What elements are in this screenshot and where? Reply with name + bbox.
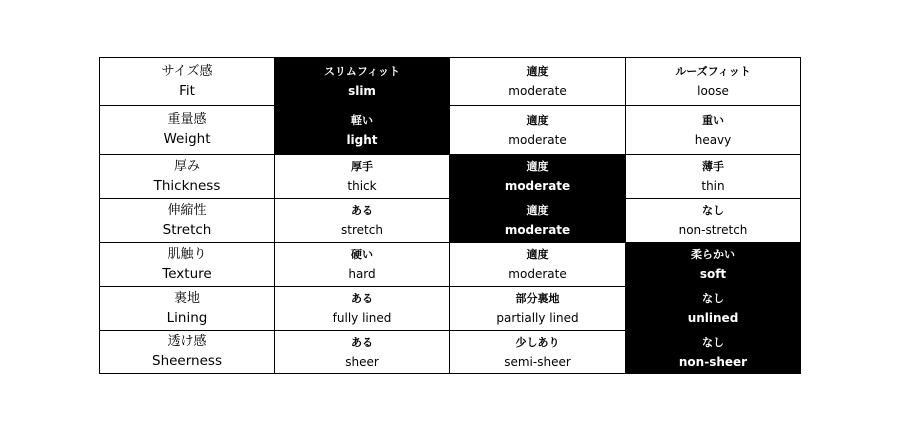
option-jp: ルーズフィット bbox=[675, 65, 751, 78]
row-label-en: Texture bbox=[162, 265, 212, 282]
option-en: semi-sheer bbox=[504, 354, 571, 369]
option-cell bbox=[450, 287, 626, 331]
option-en: loose bbox=[697, 84, 729, 98]
option-en: partially lined bbox=[496, 311, 579, 325]
row-label-jp: 肌触り bbox=[167, 246, 207, 262]
row-label-jp: サイズ感 bbox=[161, 63, 213, 79]
option-jp: ある bbox=[351, 292, 373, 305]
option-jp: 薄手 bbox=[702, 160, 724, 173]
option-cell bbox=[275, 243, 450, 287]
option-jp: 適度 bbox=[526, 248, 549, 261]
row-label-en: Stretch bbox=[162, 221, 212, 238]
option-en: stretch bbox=[341, 223, 383, 237]
row-label-jp: 重量感 bbox=[167, 112, 207, 128]
option-en: moderate bbox=[508, 84, 567, 98]
option-cell bbox=[450, 106, 626, 155]
option-jp: 厚手 bbox=[351, 160, 373, 173]
row-label-cell bbox=[100, 243, 275, 287]
option-jp: ある bbox=[351, 335, 373, 349]
row-label-cell bbox=[100, 331, 275, 374]
option-en: light bbox=[346, 132, 378, 147]
row-label-cell bbox=[100, 106, 275, 155]
option-cell-selected bbox=[626, 287, 801, 331]
option-cell-selected bbox=[626, 331, 801, 374]
option-jp: 硬い bbox=[351, 248, 373, 261]
option-cell bbox=[275, 155, 450, 199]
option-en: non-stretch bbox=[678, 223, 748, 237]
spec-row-fit bbox=[100, 58, 801, 106]
fabric-spec-table bbox=[99, 57, 801, 374]
option-jp: 軽い bbox=[351, 113, 373, 127]
option-en: moderate bbox=[508, 267, 567, 281]
option-en: moderate bbox=[504, 179, 571, 193]
option-jp: 部分裏地 bbox=[515, 292, 560, 305]
option-en: soft bbox=[699, 267, 727, 281]
option-jp: スリムフィット bbox=[323, 65, 401, 78]
row-label-en: Thickness bbox=[153, 177, 221, 194]
row-label-en: Weight bbox=[163, 131, 211, 148]
row-label-cell bbox=[100, 58, 275, 106]
spec-row-sheerness bbox=[100, 331, 801, 374]
option-jp: 柔らかい bbox=[691, 248, 735, 261]
option-en: unlined bbox=[687, 311, 739, 325]
option-cell bbox=[275, 287, 450, 331]
row-label-cell bbox=[100, 199, 275, 243]
option-jp: 適度 bbox=[526, 65, 549, 78]
row-label-jp: 伸縮性 bbox=[167, 202, 207, 218]
option-cell bbox=[450, 331, 626, 374]
option-en: thin bbox=[701, 179, 725, 193]
option-en: hard bbox=[348, 267, 376, 281]
row-label-jp: 厚み bbox=[173, 158, 200, 174]
option-en: moderate bbox=[508, 132, 567, 147]
option-en: slim bbox=[348, 84, 376, 98]
spec-row-texture bbox=[100, 243, 801, 287]
row-label-jp: 透け感 bbox=[167, 334, 207, 350]
spec-row-thickness bbox=[100, 155, 801, 199]
option-en: fully lined bbox=[332, 311, 392, 325]
option-jp: なし bbox=[702, 335, 724, 349]
option-cell bbox=[450, 58, 626, 106]
option-jp: 少しあり bbox=[515, 335, 560, 349]
option-jp: 適度 bbox=[526, 113, 549, 127]
row-label-en: Lining bbox=[166, 309, 208, 326]
row-label-en: Sheerness bbox=[152, 353, 222, 370]
option-cell bbox=[626, 106, 801, 155]
option-jp: なし bbox=[702, 292, 724, 305]
option-en: non-sheer bbox=[678, 354, 748, 369]
row-label-cell bbox=[100, 155, 275, 199]
option-en: heavy bbox=[694, 132, 732, 147]
option-cell bbox=[275, 199, 450, 243]
option-cell-selected bbox=[450, 199, 626, 243]
option-cell bbox=[450, 243, 626, 287]
option-cell bbox=[626, 155, 801, 199]
row-label-en: Fit bbox=[179, 82, 195, 99]
option-jp: 重い bbox=[702, 113, 724, 127]
spec-row-stretch bbox=[100, 199, 801, 243]
option-en: moderate bbox=[504, 223, 571, 237]
option-cell-selected bbox=[450, 155, 626, 199]
option-cell bbox=[626, 58, 801, 106]
option-jp: なし bbox=[702, 204, 724, 217]
option-cell-selected bbox=[626, 243, 801, 287]
option-cell-selected bbox=[275, 58, 450, 106]
option-jp: ある bbox=[351, 204, 373, 217]
spec-row-weight bbox=[100, 106, 801, 155]
option-jp: 適度 bbox=[526, 160, 549, 173]
option-cell bbox=[275, 331, 450, 374]
option-cell-selected bbox=[275, 106, 450, 155]
option-en: sheer bbox=[345, 354, 379, 369]
option-jp: 適度 bbox=[526, 204, 549, 217]
option-en: thick bbox=[347, 179, 377, 193]
option-cell bbox=[626, 199, 801, 243]
row-label-jp: 裏地 bbox=[173, 290, 200, 306]
row-label-cell bbox=[100, 287, 275, 331]
spec-row-lining bbox=[100, 287, 801, 331]
